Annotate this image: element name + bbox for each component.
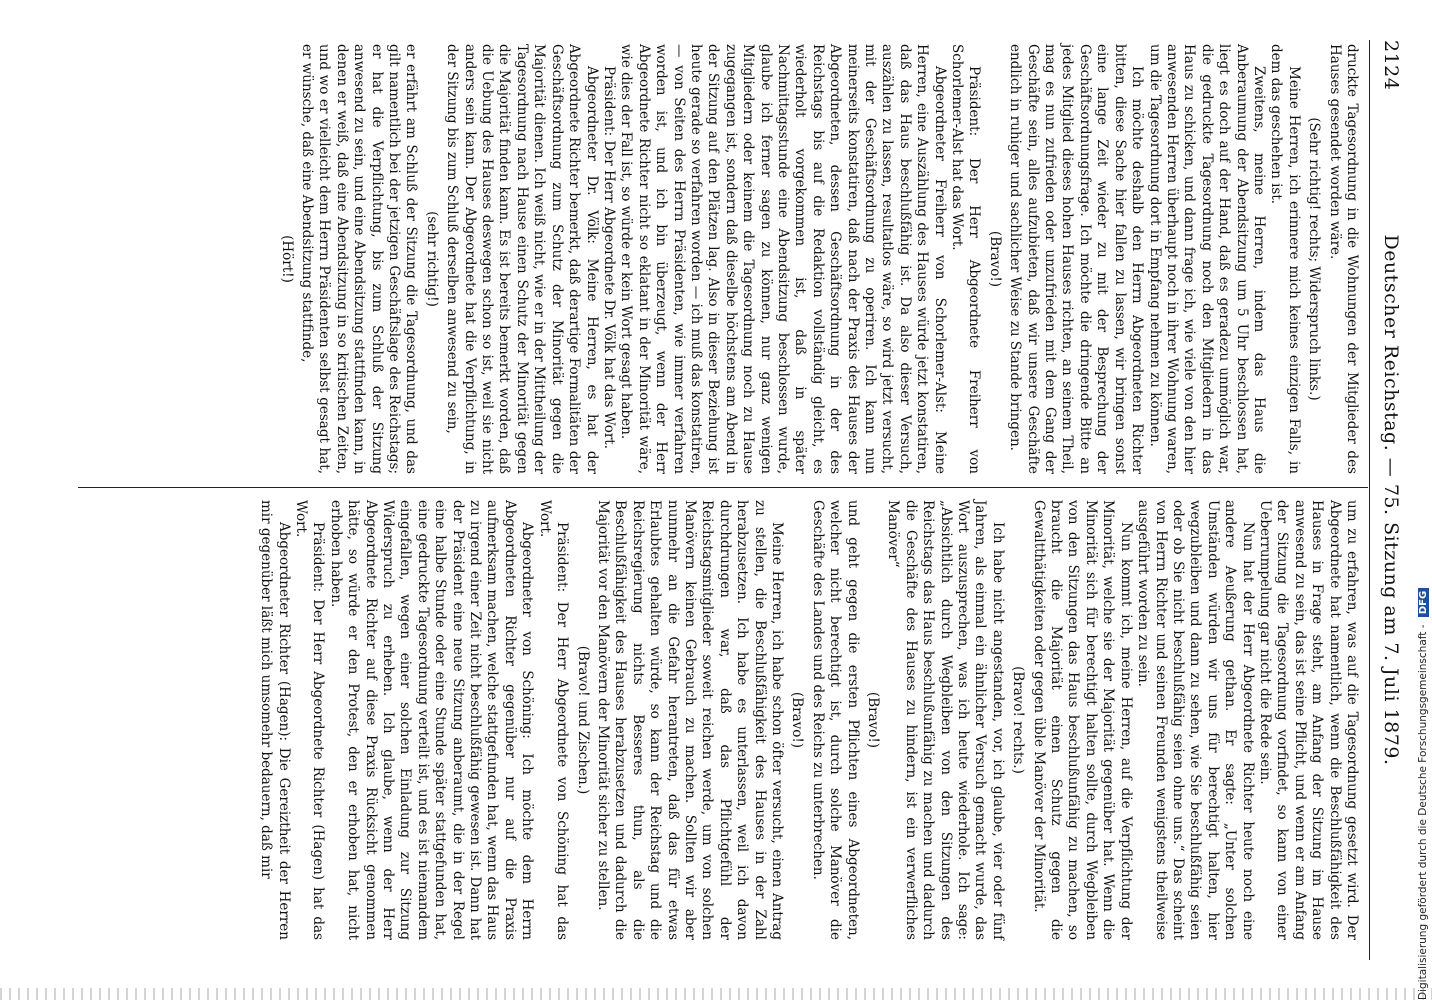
paragraph: Meine Herren, ich erinnere mich keines einzigen Falls, in dem das geschehen ist.: [1268, 44, 1302, 474]
header-rule: [1369, 40, 1370, 960]
funding-note: Digitalisierung gefördert durch die Deutsche Forschungsgemeinschaft -: [1417, 624, 1429, 1000]
paragraph: um zu erfahren, was auf die Tagesordnung gesetzt wird. Der Abgeordnete hat namentlich, wenn die Beschlußfähigkeit des Hauses in Frage steht, am Anfang der Sitzung im Hause anwesend zu sein, das ist seine Pflicht, und wenn er am Anfang der Sitzung die Tagesordnung vorfindet, so kann von einer Ueberrumpelung gar nicht die Rede sein.: [1256, 500, 1360, 940]
column-divider: [78, 487, 1368, 488]
paragraph: (Bravo! und Zischen.): [574, 645, 591, 795]
paragraph: (Bravo!): [789, 691, 806, 749]
paragraph: Ich möchte deshalb den Herrn Abgeordneten Richter bitten, diese Sache hier fallen zu lassen, wir bringen sonst eine lange Zeit wieder zu mit der Besprechung der Geschäftsordnungsfrage. Ich möchte die dringende Bitte an jedes Mitglied dieses hohen Hauses richten, an seinem Theil, mag es nun zufrieden oder unzufrieden mit dem Gang der Geschäfte sein, alles aufzubieten, daß wir unsere Geschäfte endlich in ruhiger und sachlicher Weise zu Stande bringen.: [1007, 44, 1146, 474]
paragraph: Ich habe nicht angestanden, vor, ich glaube, vier oder fünf Jahren, als einmal ein ähnlicher Versuch gemacht wurde, das Wort auszusprechen, was ich heute wiederhole. Ich sage: „Absichtlich durch Wegbleiben von den Sitzungen des Reichstags das Haus beschlußunfähig zu machen und dadurch die Geschäfte des Hauses zu hindern, ist ein verwerfliches Manöver“: [885, 500, 1006, 940]
paragraph: (Hört!): [278, 235, 295, 283]
paragraph: Präsident: Der Herr Abgeordnete Freiherr von Schorlemer-Alst hat das Wort.: [949, 44, 983, 474]
page-number: 2124: [1380, 40, 1402, 91]
left-column: [274, 44, 1360, 474]
paragraph: Nun kommt ich, meine Herren, auf die Verpflichtung der Minorität, welche sie der Majorität gegenüber hat. Wenn die Minorität sich für berechtigt halten sollte, durch Wegbleiben von den Sitzungen das Haus beschlußunfähig zu machen, so braucht die Majorität einen Schutz gegen die Gewaltthätigkeiten oder gegen üble Manöver der Minorität.: [1030, 500, 1134, 940]
paragraph: Präsident: Der Herr Abgeordnete Richter (Hagen) hat das Wort.: [293, 500, 327, 940]
paragraph: Meine Herren, ich habe schon öfter versucht, einen Antrag zu stellen, die Beschlußfähigkeit des Hauses in der Zahl herabzusetzen. Ich habe es unterlassen, weil ich davon durchdrungen war, daß das Pflichtgefühl der Reichstagsmitglieder soweit reichen werde, um von solchen Manövern keinen Gebrauch zu machen. Sollten wir aber nunmehr an die Gefahr herantreten, daß das für etwas Erlaubtes gehalten würde, so kann der Reichstag und die Reichsregierung nichts Besseres thun, als die Beschlußfähigkeit des Hauses herabzusetzen und dadurch die Majorität vor den Manövern der Minorität sicher zu stellen.: [594, 500, 785, 940]
right-column: [257, 500, 1360, 940]
paragraph: Abgeordneter von Schöning: Ich möchte dem Herrn Abgeordneten Richter gegenüber nur auf die Praxis aufmerksam machen, welche stattgefunden hat, wenn das Haus zu irgend einer Zeit nicht beschlußfähig gewesen ist. Dann hat der Präsident eine neue Sitzung anberaumt, die in der Regel eine halbe Stunde oder eine Stunde später stattgefunden hat, eine gedruckte Tagesordnung verteilt ist, und es ist niemandem eingefallen, wegen einer solchen Einladung zur Sitzung Widerspruch zu erheben. Ich glaube, wenn der Herr Abgeordnete Richter auf diese Praxis Rücksicht genommen hätte, so würde er den Protest, den er erhoben hat, nicht erhoben haben.: [327, 500, 536, 940]
paragraph: Abgeordneter Freiherr von Schorlemer-Alst: Meine Herren, eine Auszählung des Hauses würde jetzt konstatiren, daß das Haus beschlußfähig ist. Da also dieser Versuch, auszählen zu lassen, resultatlos wäre, so wird jetzt versucht, mit der Geschäftsordnung zu operiren. Ich kann nun meinerseits konstatiren, daß nach der Praxis des Hauses der Abgeordneten, dessen Geschäftsordnung in der des Reichstags bis auf die Redaktion vollständig gleicht, es wiederholt vorgekommen ist, daß in später Nachmittagsstunde eine Abendsitzung beschlossen wurde, glaube ich ferner sagen zu können, nur ganz wenigen Mitgliedern oder keinem die Tagesordnung noch zu Hause zugegangen ist, sondern daß dieselbe höchstens am Abend in der Sitzung auf den Plätzen lag. Also in dieser Beziehung ist heute gerade so verfahren worden — ich muß das konstatiren, — von Seiten des Herrn Präsidenten, wie immer verfahren worden ist, und ich bin überzeugt, wenn der Herr Abgeordnete Richter nicht so eklatant in der Minorität wäre, wie dies der Fall ist, so würde er kein Wort gesagt haben.: [618, 44, 948, 474]
paragraph: (Bravo! rechts.): [1010, 666, 1027, 774]
paragraph: Präsident: Der Herr Abgeordnete von Schöning hat das Wort.: [536, 500, 571, 940]
dfg-sidebar: [1395, 120, 1429, 1000]
paragraph: Zweitens, meine Herren, indem das Haus die Anberaumung der Abendsitzung um 5 Uhr beschlossen hat, liegt es doch auf der Hand, daß es geradezu unmöglich war, die gedruckte Tagesordnung noch den Mitgliedern in das Haus zu schicken, und dann frage ich, wie viele von den hier anwesenden Herren überhaupt noch in ihrer Wohnung waren, um die Tagesordnung dort in Empfang nehmen zu können.: [1146, 44, 1267, 474]
paragraph: Abgeordneter Dr. Völk: Meine Herren, es hat der Abgeordnete Richter bemerkt, daß derartige Formalitäten der Geschäftsordnung zum Schutz der Minorität gegen die Majorität dienen. Ich weiß nicht, wie er in der Mittheilung der Tagesordnung nach Hause einen Schutz der Minorität gegen die Majorität finden kann. Es ist bereits bemerkt worden, daß die Uebung des Hauses deswegen schon so ist, weil sie nicht anders sein kann. Der Abgeordnete hat die Verpflichtung, in der Sitzung bis zum Schluß derselben anwesend zu sein,: [444, 44, 600, 474]
paragraph: Nun hat der Herr Abgeordnete Richter heute noch eine andere Aeußerung gethan. Er sagte: „Unter solchen Umständen würden wir uns für berechtigt halten, hier wegzubleiben und dann zu sehen, wie Sie beschlußfähig seien oder ob Sie nicht beschlußfähig seien ohne uns.“ Das scheint von Herrn Richter und seinen Freunden wenigstens theilweise ausgeführt worden zu sein.: [1135, 500, 1256, 940]
paragraph: Präsident: Der Herr Abgeordnete Dr. Völk hat das Wort.: [600, 66, 617, 450]
dfg-logo: DFG: [1418, 588, 1429, 617]
page-title: Deutscher Reichstag. — 75. Sitzung am 7. Juli 1879.: [1380, 234, 1402, 766]
paragraph: (Bravo!): [865, 691, 882, 749]
paragraph: (Sehr richtig! rechts; Widerspruch links.): [1306, 117, 1323, 401]
paragraph: (sehr richtig!): [423, 211, 440, 307]
paragraph: er erfährt am Schluß der Sitzung die Tagesordnung, und das gilt namentlich bei der jetzigen Geschäftslage des Reichstags; er hat die Verpflichtung, bis zum Schluß der Sitzung anwesend zu sein, und eine Abendsitzung stattfinden kann, in denen er weiß, daß eine Abendsitzung in so kritischen Zeiten, und wo er vielleicht dem Herrn Präsidenten selbst gesagt hat, er wünsche, daß eine Abendsitzung stattfinde,: [299, 44, 420, 474]
paragraph: druckte Tagesordnung in die Wohnungen der Mitglieder des Hauses gesendet worden wäre.: [1326, 44, 1360, 474]
paragraph: und geht gegen die ersten Pflichten eines Abgeordneten, welcher nicht berechtigt ist, durch solche Manöver die Geschäfte des Landes und des Reichs zu unterbrechen.: [809, 500, 861, 940]
paragraph: Abgeordneter Richter (Hagen): Die Gereiztheit der Herren mir gegenüber läßt mich umsomehr bedauern, daß mir: [258, 500, 292, 940]
paragraph: (Bravo!): [986, 230, 1003, 288]
scan-edge: [0, 988, 1432, 1000]
